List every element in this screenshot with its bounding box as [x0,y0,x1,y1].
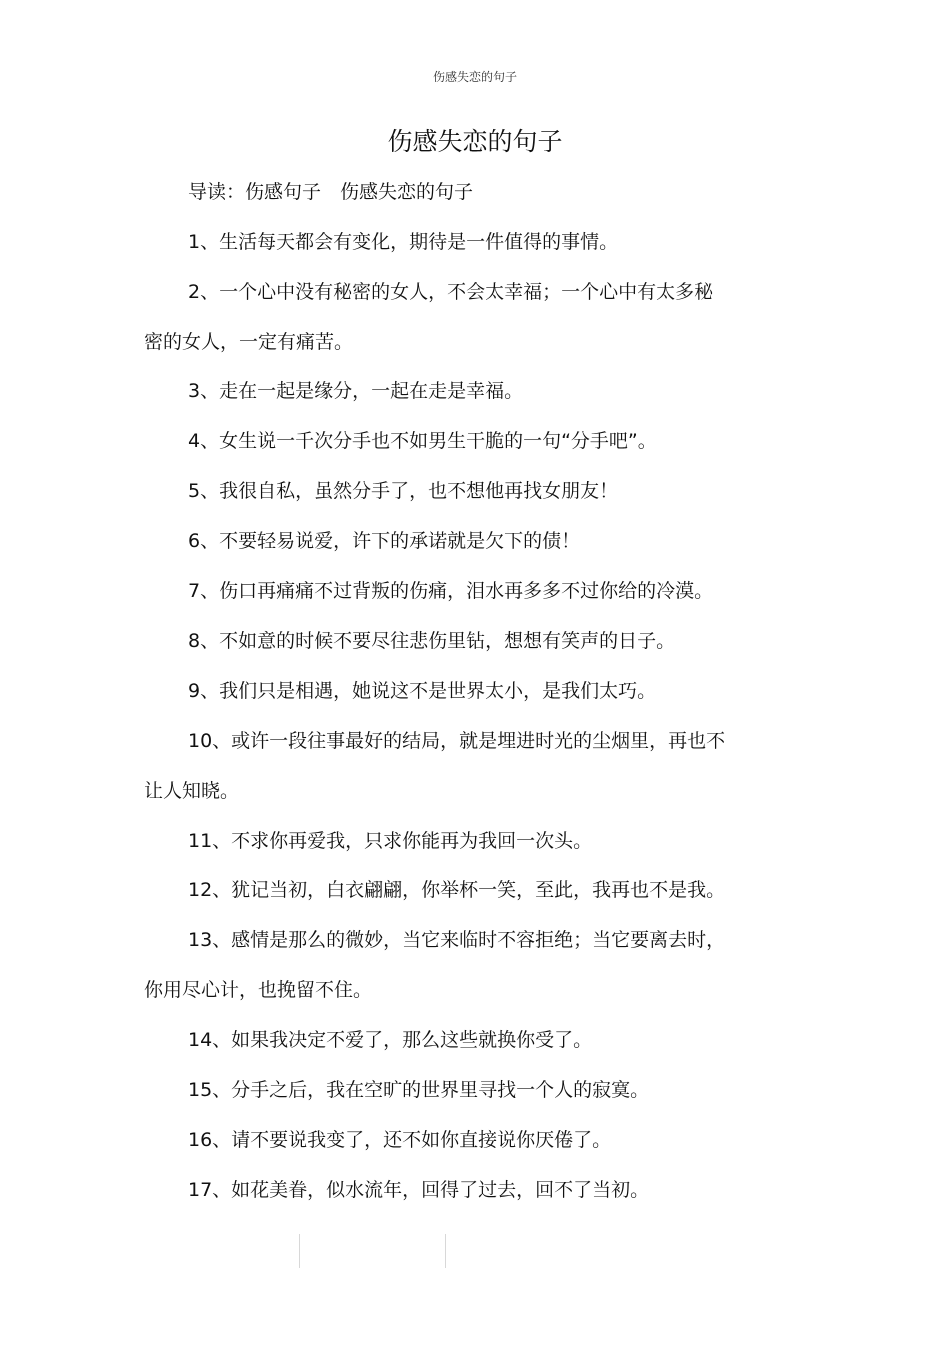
sentence-line: 5、我很自私，虽然分手了，也不想他再找女朋友！ [188,480,619,502]
sentence-line: 15、分手之后，我在空旷的世界里寻找一个人的寂寞。 [188,1079,650,1101]
sentence-line: 2、一个心中没有秘密的女人，不会太幸福；一个心中有太多秘 [188,281,714,303]
sentence-line: 12、犹记当初，白衣翩翩，你举杯一笑，至此，我再也不是我。 [188,879,726,901]
document-title: 伤感失恋的句子 [387,127,563,156]
sentence-line: 10、或许一段往事最好的结局，就是埋进时光的尘烟里，再也不 [188,730,726,752]
running-header: 伤感失恋的句子 [432,70,517,84]
sentence-line: 16、请不要说我变了，还不如你直接说你厌倦了。 [188,1129,612,1151]
sentence-line: 8、不如意的时候不要尽往悲伤里钻，想想有笑声的日子。 [188,630,676,652]
sentence-line: 4、女生说一千次分手也不如男生干脆的一句“分手吧”。 [188,430,657,452]
sentence-line: 1、生活每天都会有变化，期待是一件值得的事情。 [188,231,619,253]
sentence-line: 3、走在一起是缘分，一起在走是幸福。 [188,380,524,402]
intro-line: 导读：伤感句子 伤感失恋的句子 [188,181,474,203]
sentence-line: 9、我们只是相遇，她说这不是世界太小，是我们太巧。 [188,680,657,702]
sentence-line: 17、如花美眷，似水流年，回得了过去，回不了当初。 [188,1179,650,1201]
footer-divider [445,1234,446,1268]
sentence-line-continuation: 你用尽心计，也挽留不住。 [144,979,373,1001]
sentence-line: 11、不求你再爱我，只求你能再为我回一次头。 [188,830,593,852]
sentence-line-continuation: 密的女人，一定有痛苦。 [144,331,354,353]
sentence-line-continuation: 让人知晓。 [144,780,240,802]
sentence-line: 14、如果我决定不爱了，那么这些就换你受了。 [188,1029,593,1051]
sentence-line: 6、不要轻易说爱，许下的承诺就是欠下的债！ [188,530,581,552]
footer-divider [299,1234,300,1268]
sentence-line: 7、伤口再痛痛不过背叛的伤痛，泪水再多多不过你给的冷漠。 [188,580,714,602]
sentence-line: 13、感情是那么的微妙，当它来临时不容拒绝；当它要离去时， [188,929,726,951]
